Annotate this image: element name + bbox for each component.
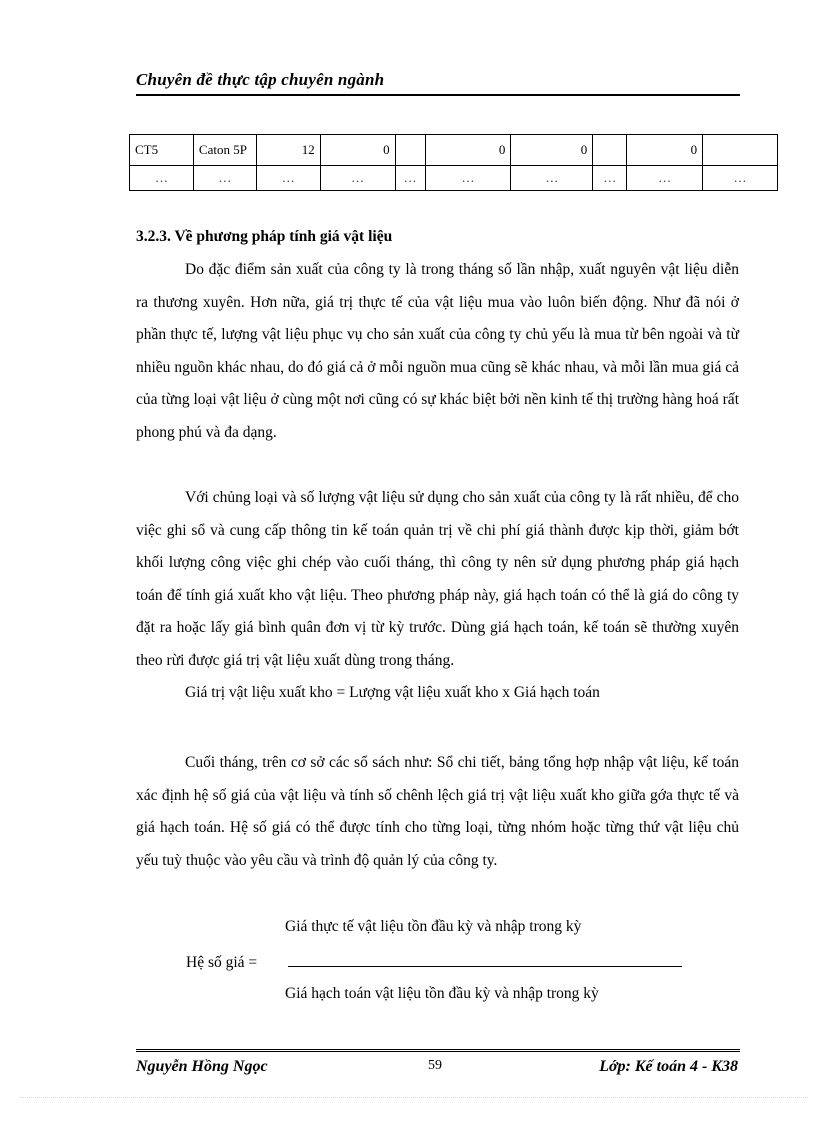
table-cell: Caton 5P: [193, 135, 256, 166]
footer-author: Nguyễn Hồng Ngọc: [136, 1058, 268, 1075]
formula-denominator: Giá hạch toán vật liệu tồn đầu kỳ và nhập trong kỳ: [285, 985, 599, 1002]
table-cell: …: [395, 166, 425, 191]
table-cell: [395, 135, 425, 166]
formula-numerator: Giá thực tế vật liệu tồn đầu kỳ và nhập trong kỳ: [285, 918, 582, 935]
paragraph: [136, 482, 739, 677]
table-cell: 0: [320, 135, 395, 166]
table-cell: …: [320, 166, 395, 191]
section-title: 3.2.3. Về phương pháp tính giá vật liệu: [136, 228, 393, 245]
paragraph-text: Cuối tháng, trên cơ sở các sổ sách như: Sổ chi tiết, bảng tổng hợp nhập vật liệu, kế toán xác định hệ số giá của vật liệu và tính số chênh lệch giá trị vật liệu xuất kho giữa gớa thực tế và giá hạch toán. Hệ số giá có thể được tính cho từng loại, từng nhóm hoặc từng thứ vật liệu chủ yếu tuỳ thuộc vào yêu cầu và trình độ quản lý của công ty.: [136, 754, 739, 869]
formula-sentence: [136, 677, 739, 710]
paragraph: [136, 254, 739, 449]
header-title: Chuyên đề thực tập chuyên ngành: [136, 70, 385, 89]
table-cell: …: [193, 166, 256, 191]
table-cell: [593, 135, 627, 166]
table-cell: …: [593, 166, 627, 191]
table-cell: [703, 135, 778, 166]
footer-class: Lớp: Kế toán 4 - K38: [599, 1058, 738, 1075]
page-number: 59: [428, 1058, 442, 1073]
table-cell: …: [703, 166, 778, 191]
table-row: [130, 135, 778, 166]
table-cell: 0: [627, 135, 703, 166]
formula-label: Hệ số giá =: [186, 954, 258, 971]
page-header: [136, 70, 740, 96]
table-cell: 0: [425, 135, 511, 166]
paragraph-text: Giá trị vật liệu xuất kho = Lượng vật liệu xuất kho x Giá hạch toán: [185, 684, 600, 701]
table-cell: CT5: [130, 135, 194, 166]
material-table: [129, 134, 778, 191]
paragraph: [136, 747, 739, 877]
table-cell: …: [425, 166, 511, 191]
page-edge-divider: [20, 1097, 808, 1098]
page-footer: [136, 1049, 740, 1075]
paragraph-text: Với chủng loại và số lượng vật liệu sử dụng cho sản xuất của công ty là rất nhiều, để cho việc ghi sổ và cung cấp thông tin kế toán quản trị về chi phí giá thành được kịp thời, giảm bớt khối lượng công việc ghi chép vào cuối tháng, thì công ty nên sử dụng phương pháp giá hạch toán để tính giá xuất kho vật liệu. Theo phương pháp này, giá hạch toán có thể là giá do công ty đặt ra hoặc lấy giá bình quân đơn vị từ kỳ trước. Dùng giá hạch toán, kế toán sẽ thường xuyên theo rừi được giá trị vật liệu xuất dùng trong tháng.: [136, 489, 739, 669]
table-cell: …: [256, 166, 320, 191]
paragraph-text: Do đặc điểm sản xuất của công ty là trong tháng số lần nhập, xuất nguyên vật liệu diễn ra thương xuyên. Hơn nữa, giá trị thực tế của vật liệu mua vào luôn biến động. Như đã nói ở phần thực tế, lượng vật liệu phục vụ cho sản xuất của công ty chủ yếu là mua từ bên ngoài và từ nhiều nguồn khác nhau, do đó giá cả ở mỗi nguồn mua cũng sẽ khác nhau, và mỗi lần mua giá cả của từng loại vật liệu ở cùng một nơi cũng có sự khác biệt bởi nền kinh tế thị trường hàng hoá rất phong phú và đa dạng.: [136, 261, 739, 441]
table-cell: …: [130, 166, 194, 191]
table-cell: 0: [511, 135, 593, 166]
table-cell: …: [511, 166, 593, 191]
table-row: [130, 166, 778, 191]
fraction-line: [288, 966, 682, 967]
table-cell: 12: [256, 135, 320, 166]
table-cell: …: [627, 166, 703, 191]
